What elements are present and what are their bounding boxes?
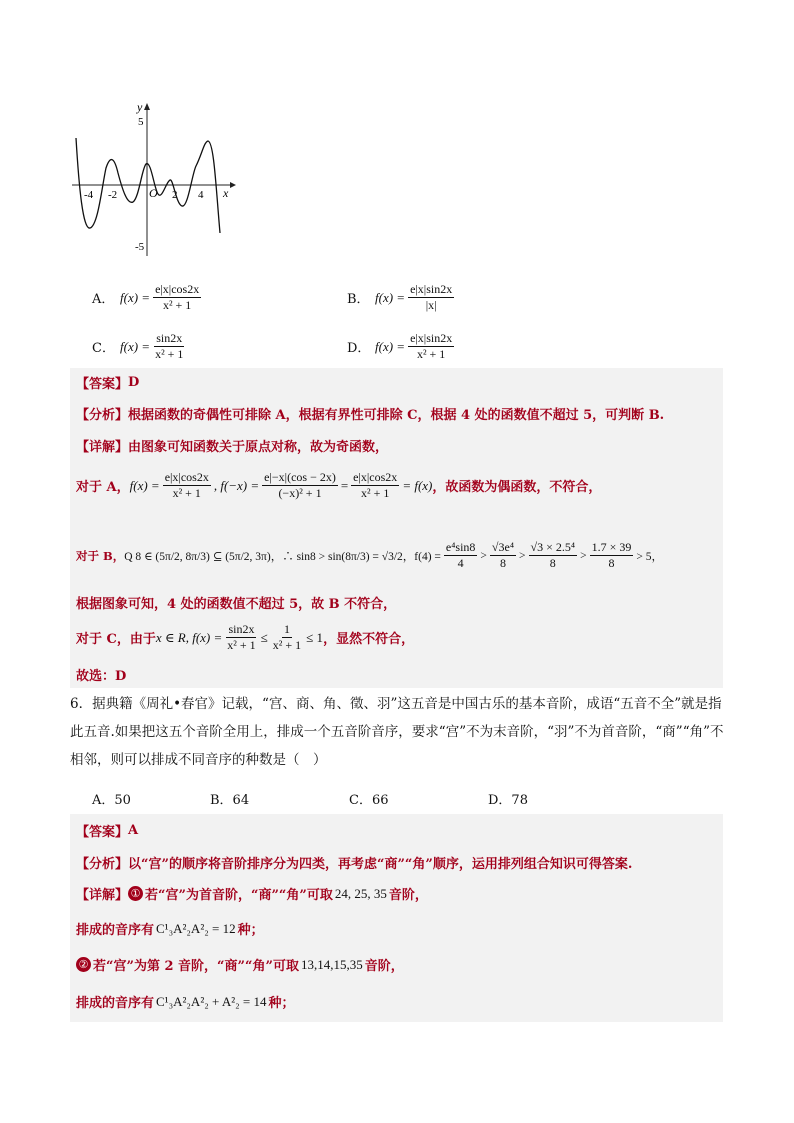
q5-line-c-frac1-num: sin2x [228,622,255,636]
x-tick-neg2: -2 [108,189,118,201]
y-tick-5: 5 [138,116,144,128]
q6-case2-number: ② [76,957,91,972]
q5-line-c-frac2-den: x² + 1 [272,638,302,652]
q6-case1-number: ① [128,886,143,901]
q5-line-a [76,470,601,501]
q5-line-c-prefix: 对于 C，由于 [76,632,156,647]
y-tick-neg5: -5 [135,241,145,253]
q5-line-b-frac3-num: √3 × 2.5⁴ [530,540,576,554]
x-axis-arrow [230,182,236,188]
option-d-lhs: f(x) = [375,338,406,354]
q6-case2-count-end: 种； [268,996,295,1011]
option-c-numerator: sin2x [156,331,183,345]
x-tick-2: 2 [172,189,178,201]
q5-line-b: 对于 B， Q 8 ∈ (5π/2, 8π/3) ⊆ (5π/2, 3π)，∴ sin8 > sin(8π/3) = √3/2，f(4) = $\frac{\text{e⁴sin8}}{4}$ > $\frac{\text{√3e⁴}}{8}$ > $\frac{\text{√3 × 2.5⁴}}{8}$ > $\frac{1.7 \times 39}{8}$ > 5， [76,540,663,570]
option-c-denominator: x² + 1 [155,347,184,361]
q5-line-a-frac1 [163,470,211,501]
option-b-label: B． [347,292,370,307]
origin-label: O [149,186,158,200]
q5-line-a-frac3 [351,470,399,501]
q6-answer-value: A [128,823,139,838]
q6-choice-b[interactable]: B．64 [210,793,250,808]
q5-line-a-expr3: = f(x) [402,477,433,493]
option-d-numerator: e|x|sin2x [410,331,453,345]
q5-line-a-expr1: f(x) = [129,477,160,493]
q6-case1-values: 24, 25, 35 [334,885,387,901]
option-a-denominator: x² + 1 [162,298,192,312]
q5-line-a-frac3-den: x² + 1 [361,486,390,500]
q5-line-a-frac1-den: x² + 1 [172,486,201,500]
option-b[interactable] [347,282,457,313]
q6-choice-d[interactable]: D．78 [488,793,528,808]
q5-line-a-expr2: , f(−x) = [213,477,260,493]
q6-choices [92,789,528,808]
option-a[interactable] [92,282,204,313]
q6-case2-end: 音阶， [364,959,404,974]
q5-line-c: 对于 C，由于 x ∈ R, f(x) = $\frac{\sin 2x}{\text{x² + 1}}$ ≤ $\frac{1}{\text{x² + 1}}$ ≤ 1 ，显然不符合， [76,622,415,652]
q5-line-b2 [76,593,396,612]
option-b-lhs: f(x) = [375,289,406,305]
q5-line-a-prefix: 对于 A， [76,480,130,495]
q6-case2-count-expr: C¹₃A²₂A²₂ + A²₂ = 14 [156,993,267,1009]
q5-line-c-frac1 [225,622,257,653]
q5-line-b-expr: Q 8 ∈ (5π/2, 8π/3) ⊆ (5π/2, 3π)，∴ sin8 > sin(8π/3) = √3/2，f(4) = [124,550,441,563]
q6-case2 [76,955,404,974]
y-axis-arrow [144,103,150,110]
q6-case1-count [76,919,264,938]
q6-case2-values: 13,14,15,35 [300,956,363,972]
x-axis-label: x [223,186,229,200]
q5-line-b-frac2 [490,540,516,571]
q5-line-a-frac2-den: (−x)² + 1 [278,486,322,500]
q5-line-b-frac4-den: 8 [608,556,615,570]
option-d-denominator: x² + 1 [416,347,446,361]
q5-analysis-text: 根据函数的奇偶性可排除 A，根据有界性可排除 C，根据 4 处的函数值不超过 5，可判断 B. [128,408,665,423]
function-graph [70,98,240,258]
q5-answer [76,373,139,392]
option-b-denominator: |x| [425,298,437,312]
q6-case2-text: 若“宫”为第 2 音阶，“商”“角”可取 [93,959,299,974]
q5-line-a-frac2 [262,470,338,501]
q5-answer-value: D [128,375,140,390]
q5-line-b-frac3 [529,540,578,571]
option-a-fraction [153,282,201,313]
q6-case1-count-end: 种； [237,923,264,938]
q5-analysis [76,404,664,423]
q5-line-b-frac2-num: √3e⁴ [491,540,515,554]
q6-choice-c[interactable]: C．66 [349,793,389,808]
q6-case1-count-prefix: 排成的音序有 [76,923,155,938]
q6-answer [76,821,138,840]
q6-case2-count [76,992,295,1011]
q5-line-a-frac2-num: e|−x|(cos − 2x) [264,470,336,484]
x-tick-4: 4 [198,189,204,201]
q5-answer-tag: 【答案】 [76,377,129,392]
q5-line-c-suffix: ，显然不符合， [323,632,415,647]
q5-line-b-frac3-den: 8 [549,556,556,570]
q6-case1-count-expr: C¹₃A²₂A²₂ = 12 [156,920,236,936]
q5-detail-intro: 由图象可知函数关于原点对称，故为奇函数， [128,440,389,455]
q6-analysis [76,853,632,872]
q5-line-c-tail: ≤ 1 [306,629,324,645]
option-c-label: C． [92,341,115,356]
q5-line-c-frac1-den: x² + 1 [227,638,256,652]
q5-conclusion-text: 故选：D [76,669,127,684]
option-c[interactable] [92,331,188,362]
option-b-fraction [408,282,454,313]
q5-line-a-frac3-num: e|x|cos2x [353,470,398,484]
q6-solution-panel [70,814,723,1022]
q5-line-c-frac2-num: 1 [283,622,290,636]
q5-line-a-eq: = [340,477,349,493]
option-d-label: D． [347,341,371,356]
q5-line-c-frac2 [271,622,303,653]
q5-line-b-prefix: 对于 B， [76,548,125,563]
q5-line-b-tail: > 5， [636,550,663,563]
option-c-lhs: f(x) = [120,338,151,354]
q6-case2-count-prefix: 排成的音序有 [76,996,155,1011]
q5-line-b-frac1 [444,540,478,571]
q5-detail [76,436,388,455]
y-axis-label: y [137,100,143,114]
q6-case1-text: 若“宫”为首音阶，“商”“角”可取 [145,888,333,903]
q5-line-b-frac1-den: 4 [457,556,464,570]
q5-line-a-suffix: ，故函数为偶函数，不符合， [432,480,602,495]
q5-line-c-expr: x ∈ R, f(x) = [155,629,223,645]
q6-answer-tag: 【答案】 [76,825,129,840]
q5-line-a-frac1-num: e|x|cos2x [164,470,209,484]
option-d[interactable] [347,331,457,362]
q6-analysis-text: 以“宫”的顺序将音阶排序分为四类，再考虑“商”“角”顺序，运用排列组合知识可得答案. [128,857,633,872]
q5-analysis-tag: 【分析】 [76,408,129,423]
q5-line-b-frac4 [590,540,634,571]
x-tick-neg4: -4 [84,189,94,201]
q5-line-b-frac4-num: 1.7 × 39 [591,540,632,554]
q6-detail-tag: 【详解】 [76,888,129,903]
q6-case1 [76,884,428,903]
q5-conclusion [76,665,126,684]
option-a-numerator: e|x|cos2x [155,282,200,296]
q5-line-b2-text: 根据图象可知，4 处的函数值不超过 5，故 B 不符合， [76,597,397,612]
option-b-numerator: e|x|sin2x [410,282,453,296]
option-c-fraction [153,331,185,362]
q5-line-b-frac1-num: e⁴sin8 [445,540,476,554]
option-d-fraction [408,331,454,362]
q6-analysis-tag: 【分析】 [76,857,129,872]
option-a-lhs: f(x) = [120,289,151,305]
q5-line-b-frac2-den: 8 [499,556,506,570]
q6-choice-a[interactable]: A．50 [92,793,131,808]
option-a-label: A． [92,292,115,307]
q6-question: 6．据典籍《周礼•春官》记载，“宫、商、角、徵、羽”这五音是中国古乐的基本音阶，成语“五音不全”就是指此五音.如果把这五个音阶全用上，排成一个五音阶音序，要求“宫”不为末音阶，“羽”不为首音阶，“商”“角”不相邻，则可以排成不同音序的种数是（ ） [70,696,724,768]
q5-detail-tag: 【详解】 [76,440,129,455]
q6-case1-end: 音阶， [388,888,428,903]
